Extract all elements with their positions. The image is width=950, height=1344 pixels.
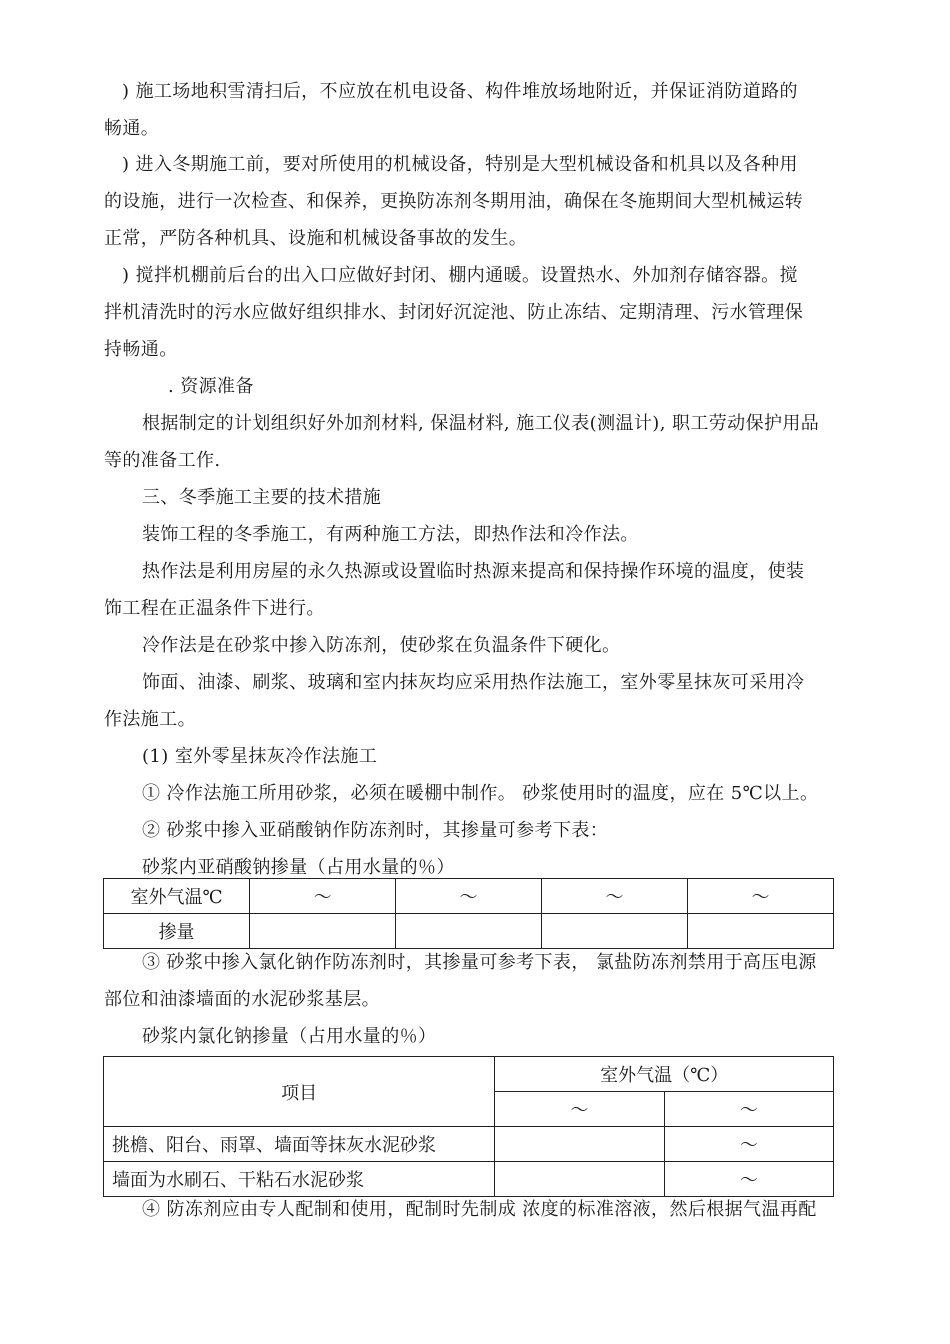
table-cell: ～ xyxy=(495,1092,664,1127)
paragraph-line: ④ 防冻剂应由专人配制和使用，配制时先制成 浓度的标准溶液，然后根据气温再配 xyxy=(142,1199,817,1220)
paragraph-line: ② 砂浆中掺入亚硝酸钠作防冻剂时，其掺量可参考下表： xyxy=(142,820,609,841)
paragraph-line: 冷作法是在砂浆中掺入防冻剂，使砂浆在负温条件下硬化。 xyxy=(142,635,621,656)
table-caption: 砂浆内氯化钠掺量（占用水量的％） xyxy=(142,1026,437,1047)
paragraph-line: 装饰工程的冬季施工，有两种施工方法，即热作法和冷作法。 xyxy=(142,524,639,545)
table-cell: ～ xyxy=(687,879,833,914)
chloride-dosage-table xyxy=(103,1056,834,1197)
paragraph-line: ) 进入冬期施工前，要对所使用的机械设备，特别是大型机械设备和机具以及各种用 xyxy=(122,154,798,175)
table-cell xyxy=(542,914,688,949)
table-cell xyxy=(396,914,542,949)
paragraph-line: 饰工程在正温条件下进行。 xyxy=(104,598,325,619)
table-cell xyxy=(250,914,396,949)
paragraph-line: 根据制定的计划组织好外加剂材料, 保温材料, 施工仪表(测温计), 职工劳动保护用品 xyxy=(142,413,820,434)
paragraph-line: 部位和油漆墙面的水泥砂浆基层。 xyxy=(104,989,380,1010)
table-cell: ～ xyxy=(664,1127,833,1162)
table-header-cell: 掺量 xyxy=(104,914,250,949)
paragraph-line: ) 搅拌机棚前后台的出入口应做好封闭、棚内通暖。设置热水、外加剂存储容器。搅 xyxy=(122,265,798,286)
table-cell: 挑檐、阳台、雨罩、墙面等抹灰水泥砂浆 xyxy=(104,1127,495,1162)
paragraph-line: 的设施，进行一次检查、和保养，更换防冻剂冬期用油，确保在冬施期间大型机械运转 xyxy=(104,191,804,212)
table-cell: ～ xyxy=(664,1162,833,1197)
section-heading: 三、冬季施工主要的技术措施 xyxy=(142,487,382,508)
table-cell: ～ xyxy=(250,879,396,914)
paragraph-line: 持畅通。 xyxy=(104,339,178,360)
table-cell: ～ xyxy=(396,879,542,914)
paragraph-line: 拌机清洗时的污水应做好组织排水、封闭好沉淀池、防止冻结、定期清理、污水管理保 xyxy=(104,302,804,323)
paragraph-line: 热作法是利用房屋的永久热源或设置临时热源来提高和保持操作环境的温度，使装 xyxy=(142,561,805,582)
table-cell xyxy=(495,1162,664,1197)
table-cell: ～ xyxy=(542,879,688,914)
paragraph-line: 作法施工。 xyxy=(104,709,196,730)
table-header-cell: 室外气温℃ xyxy=(104,879,250,914)
table-header-cell: 项目 xyxy=(104,1057,495,1127)
table-cell: ～ xyxy=(664,1092,833,1127)
table-cell xyxy=(495,1127,664,1162)
paragraph-line: ③ 砂浆中掺入氯化钠作防冻剂时，其掺量可参考下表， 氯盐防冻剂禁用于高压电源 xyxy=(142,952,817,973)
subsection-heading: (1) 室外零星抹灰冷作法施工 xyxy=(142,746,378,767)
paragraph-line: 正常，严防各种机具、设施和机械设备事故的发生。 xyxy=(104,228,528,249)
nitrite-dosage-table xyxy=(103,878,834,949)
table-header-cell: 室外气温（℃） xyxy=(495,1057,834,1092)
paragraph-line: ) 施工场地积雪清扫后，不应放在机电设备、构件堆放场地附近，并保证消防道路的 xyxy=(122,81,798,102)
paragraph-line: ① 冷作法施工所用砂浆，必须在暖棚中制作。 砂浆使用时的温度，应在 5℃以上。 xyxy=(142,783,819,804)
paragraph-line: 饰面、油漆、刷浆、玻璃和室内抹灰均应采用热作法施工，室外零星抹灰可采用冷 xyxy=(142,672,805,693)
table-caption: 砂浆内亚硝酸钠掺量（占用水量的％） xyxy=(142,857,455,878)
table-cell: 墙面为水刷石、干粘石水泥砂浆 xyxy=(104,1162,495,1197)
table-cell xyxy=(687,914,833,949)
paragraph-line: 等的准备工作. xyxy=(104,450,221,471)
section-heading: . 资源准备 xyxy=(168,376,254,397)
paragraph-line: 畅通。 xyxy=(104,118,160,139)
